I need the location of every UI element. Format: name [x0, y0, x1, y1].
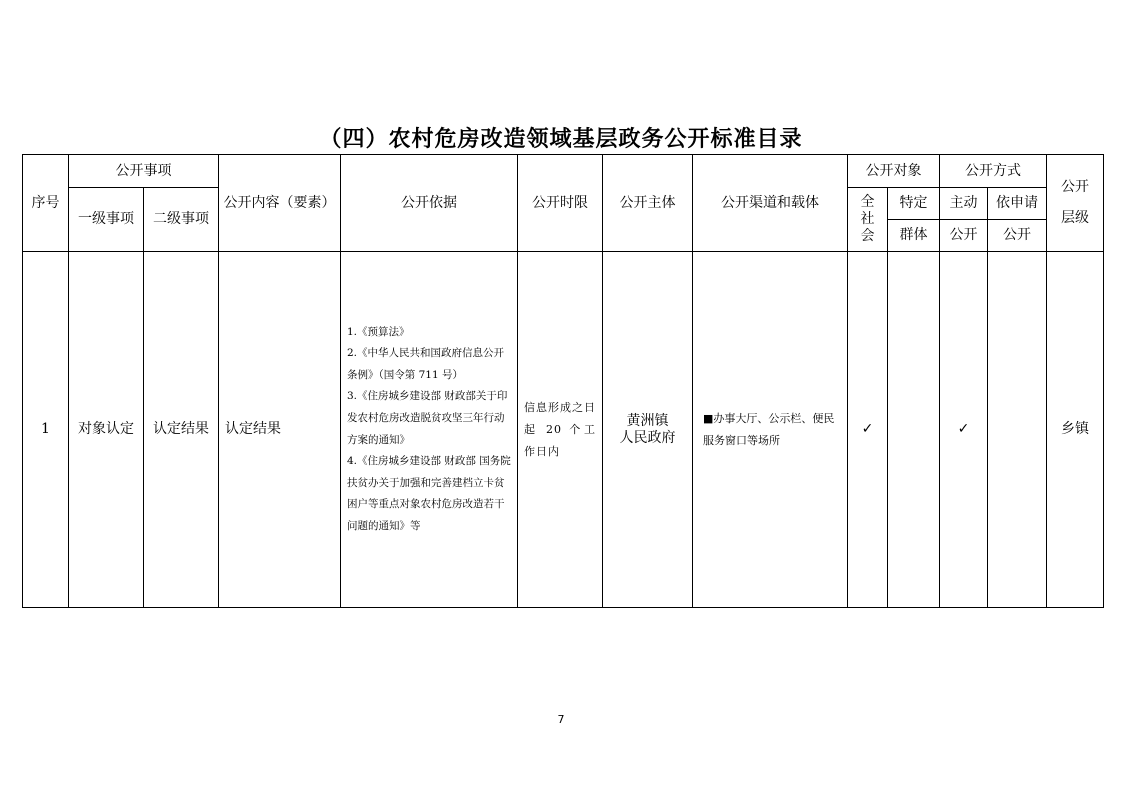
basis-item-2: 2.《中华人民共和国政府信息公开条例》（国令第 711 号） — [347, 347, 505, 381]
header-level2: 二级事项 — [144, 188, 219, 252]
table-row — [23, 252, 1104, 608]
cell-level1: 对象认定 — [69, 252, 144, 608]
cell-seq: 1 — [23, 252, 69, 608]
cell-level: 乡镇 — [1047, 252, 1104, 608]
cell-level2: 认定结果 — [144, 252, 219, 608]
header-mode-request-1: 依申请 — [988, 188, 1047, 220]
header-matter: 公开事项 — [69, 155, 219, 188]
channel-text: ■办事大厅、公示栏、便民服务窗口等场所 — [703, 411, 835, 447]
basis-item-4: 4.《住房城乡建设部 财政部 国务院扶贫办关于加强和完善建档立卡贫困户等重点对象农村危房改造若干问题的通知》等 — [347, 455, 511, 532]
header-mode-active-1: 主动 — [940, 188, 988, 220]
deadline-text: 信息形成之日起 20 个工作日内 — [524, 400, 596, 458]
catalog-table — [22, 154, 1104, 608]
header-level — [1047, 155, 1104, 252]
header-basis: 公开依据 — [341, 155, 518, 252]
page-title: （四）农村危房改造领域基层政务公开标准目录 — [319, 126, 803, 152]
header-target-all-char-3: 会 — [860, 227, 875, 244]
cell-target-specific-check — [888, 252, 940, 608]
cell-basis — [341, 252, 518, 608]
header-channel: 公开渠道和载体 — [693, 155, 848, 252]
cell-subject — [603, 252, 693, 608]
header-target-specific-2: 群体 — [888, 220, 940, 252]
subject-line-1: 黄洲镇 — [626, 412, 669, 429]
header-deadline: 公开时限 — [518, 155, 603, 252]
basis-item-3: 3.《住房城乡建设部 财政部关于印发农村危房改造脱贫攻坚三年行动方案的通知》 — [347, 390, 508, 446]
header-mode-request-2: 公开 — [988, 220, 1047, 252]
basis-list — [341, 322, 517, 537]
cell-content: 认定结果 — [219, 252, 341, 608]
cell-mode-active-check: ✓ — [940, 252, 988, 608]
header-target-all — [848, 188, 888, 252]
header-target: 公开对象 — [848, 155, 940, 188]
cell-deadline — [518, 252, 603, 608]
header-level-line-2: 层级 — [1061, 210, 1089, 226]
header-target-specific-1: 特定 — [888, 188, 940, 220]
header-content: 公开内容（要素） — [219, 155, 341, 252]
header-row-1 — [23, 155, 1104, 188]
header-mode: 公开方式 — [940, 155, 1047, 188]
cell-channel — [693, 252, 848, 608]
cell-target-all-check: ✓ — [848, 252, 888, 608]
header-mode-active-2: 公开 — [940, 220, 988, 252]
header-level-line-1: 公开 — [1061, 179, 1089, 196]
header-subject: 公开主体 — [603, 155, 693, 252]
header-target-all-char-1: 全 — [860, 194, 875, 211]
header-level1: 一级事项 — [69, 188, 144, 252]
cell-mode-request-check — [988, 252, 1047, 608]
header-seq: 序号 — [23, 155, 69, 252]
subject-line-2: 人民政府 — [619, 429, 676, 446]
header-target-all-char-2: 社 — [860, 211, 875, 228]
basis-item-1: 1.《预算法》 — [347, 325, 410, 338]
page-number: 7 — [557, 713, 565, 726]
